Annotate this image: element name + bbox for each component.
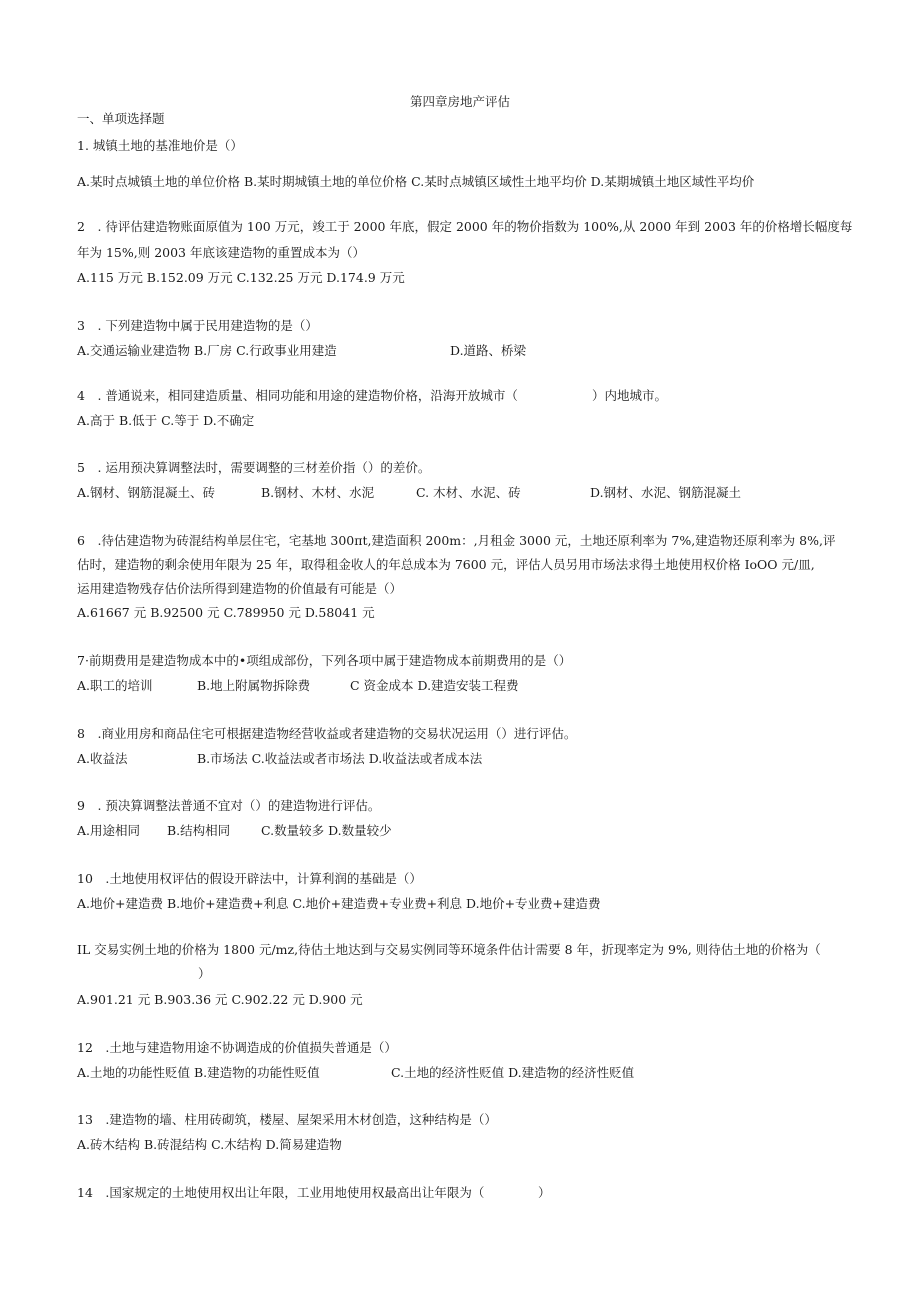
question-11-options: A.901.21 元 B.903.36 元 C.902.22 元 D.900 元 bbox=[77, 992, 363, 1007]
question-6-stem-line-3: 运用建造物残存估价法所得到建造物的价值最有可能是（） bbox=[77, 581, 403, 596]
question-7-stem: 7·前期费用是建造物成本中的•项组成部份，下列各项中属于建造物成本前期费用的是（） bbox=[77, 653, 572, 668]
question-12-options-c-d: C.土地的经济性贬值 D.建造物的经济性贬值 bbox=[391, 1065, 635, 1080]
question-6-options: A.61667 元 B.92500 元 C.789950 元 D.58041 元 bbox=[77, 605, 375, 620]
question-2-stem-line-1: 2 . 待评估建造物账面原值为 100 万元，竣工于 2000 年底，假定 2000 年的物价指数为 100%,从 2000 年到 2003 年的价格增长幅度每 bbox=[77, 219, 853, 234]
question-14-stem-part-2: ） bbox=[538, 1185, 551, 1200]
question-1-options: A.某时点城镇土地的单位价格 B.某时期城镇土地的单位价格 C.某时点城镇区域性土地平均价 D.某期城镇土地区域性平均价 bbox=[77, 174, 755, 189]
question-11-stem-line-2: ） bbox=[198, 966, 211, 981]
question-3-options-a-c: A.交通运输业建造物 B.厂房 C.行政事业用建造 bbox=[77, 343, 337, 358]
question-5-option-d: D.钢材、水泥、钢筋混凝土 bbox=[590, 485, 742, 500]
question-1-stem: 1. 城镇土地的基准地价是（） bbox=[77, 138, 243, 153]
question-14-stem-part-1: 14 .国家规定的土地使用权出让年限，工业用地使用权最高出让年限为（ bbox=[77, 1185, 485, 1200]
question-12-stem: 12 .土地与建造物用途不协调造成的价值损失普通是（） bbox=[77, 1040, 397, 1055]
question-2-options: A.115 万元 B.152.09 万元 C.132.25 万元 D.174.9 万元 bbox=[77, 270, 405, 285]
question-10-options: A.地价+建造费 B.地价+建造费+利息 C.地价+建造费+专业费+利息 D.地价+专业费+建造费 bbox=[77, 896, 601, 911]
question-9-option-a: A.用途相同 bbox=[77, 823, 141, 838]
question-8-stem: 8 .商业用房和商品住宅可根据建造物经营收益或者建造物的交易状况运用（）进行评估。 bbox=[77, 726, 577, 741]
question-9-option-b: B.结构相同 bbox=[167, 823, 231, 838]
question-6-stem-line-2: 估时，建造物的剩余使用年限为 25 年，取得租金收人的年总成本为 7600 元，评估人员另用市场法求得土地使用权价格 IoOO 元/皿, bbox=[77, 557, 815, 572]
question-3-stem: 3 . 下列建造物中属于民用建造物的是（） bbox=[77, 318, 318, 333]
question-5-stem: 5 . 运用预决算调整法时，需要调整的三材差价指（）的差价。 bbox=[77, 460, 431, 475]
question-6-stem-line-1: 6 .待估建造物为砖混结构单层住宅，宅基地 300πt,建造面积 200m：,月租金 3000 元，土地还原利率为 7%,建造物还原利率为 8%,评 bbox=[77, 533, 836, 548]
question-7-options-c-d: C 资金成本 D.建造安装工程费 bbox=[350, 678, 519, 693]
question-8-options-b-d: B.市场法 C.收益法或者市场法 D.收益法或者成本法 bbox=[197, 751, 483, 766]
page-title: 第四章房地产评估 bbox=[409, 94, 510, 109]
question-3-option-d: D.道路、桥梁 bbox=[450, 343, 527, 358]
question-10-stem: 10 .土地使用权评估的假设开辟法中，计算利润的基础是（） bbox=[77, 871, 422, 886]
question-8-option-a: A.收益法 bbox=[77, 751, 128, 766]
question-9-stem: 9 . 预决算调整法普通不宜对（）的建造物进行评估。 bbox=[77, 798, 381, 813]
question-7-option-a: A.职工的培训 bbox=[77, 678, 153, 693]
question-7-option-b: B.地上附属物拆除费 bbox=[197, 678, 311, 693]
question-4-stem-part-2: ）内地城市。 bbox=[592, 388, 668, 403]
question-4-options: A.高于 B.低于 C.等于 D.不确定 bbox=[77, 413, 255, 428]
question-5-option-b: B.钢材、木材、水泥 bbox=[261, 485, 375, 500]
question-13-stem: 13 .建造物的墙、柱用砖砌筑，楼屋、屋架采用木材创造，这种结构是（） bbox=[77, 1112, 497, 1127]
question-5-option-c: C. 木材、水泥、砖 bbox=[416, 485, 521, 500]
question-4-stem-part-1: 4 . 普通说来，相同建造质量、相同功能和用途的建造物价格，沿海开放城市（ bbox=[77, 388, 518, 403]
question-11-stem-line-1: IL 交易实例土地的价格为 1800 元/mz,待估土地达到与交易实例同等环境条件估计需要 8 年，折现率定为 9%, 则待估土地的价格为（ bbox=[77, 942, 821, 957]
question-5-option-a: A.钢材、钢筋混凝土、砖 bbox=[77, 485, 216, 500]
question-9-options-c-d: C.数量较多 D.数量较少 bbox=[261, 823, 392, 838]
question-2-stem-line-2: 年为 15%,则 2003 年底该建造物的重置成本为（） bbox=[77, 245, 365, 260]
section-heading: 一、单项选择题 bbox=[77, 111, 165, 126]
question-12-options-a-b: A.土地的功能性贬值 B.建造物的功能性贬值 bbox=[77, 1065, 320, 1080]
question-13-options: A.砖木结构 B.砖混结构 C.木结构 D.简易建造物 bbox=[77, 1137, 342, 1152]
